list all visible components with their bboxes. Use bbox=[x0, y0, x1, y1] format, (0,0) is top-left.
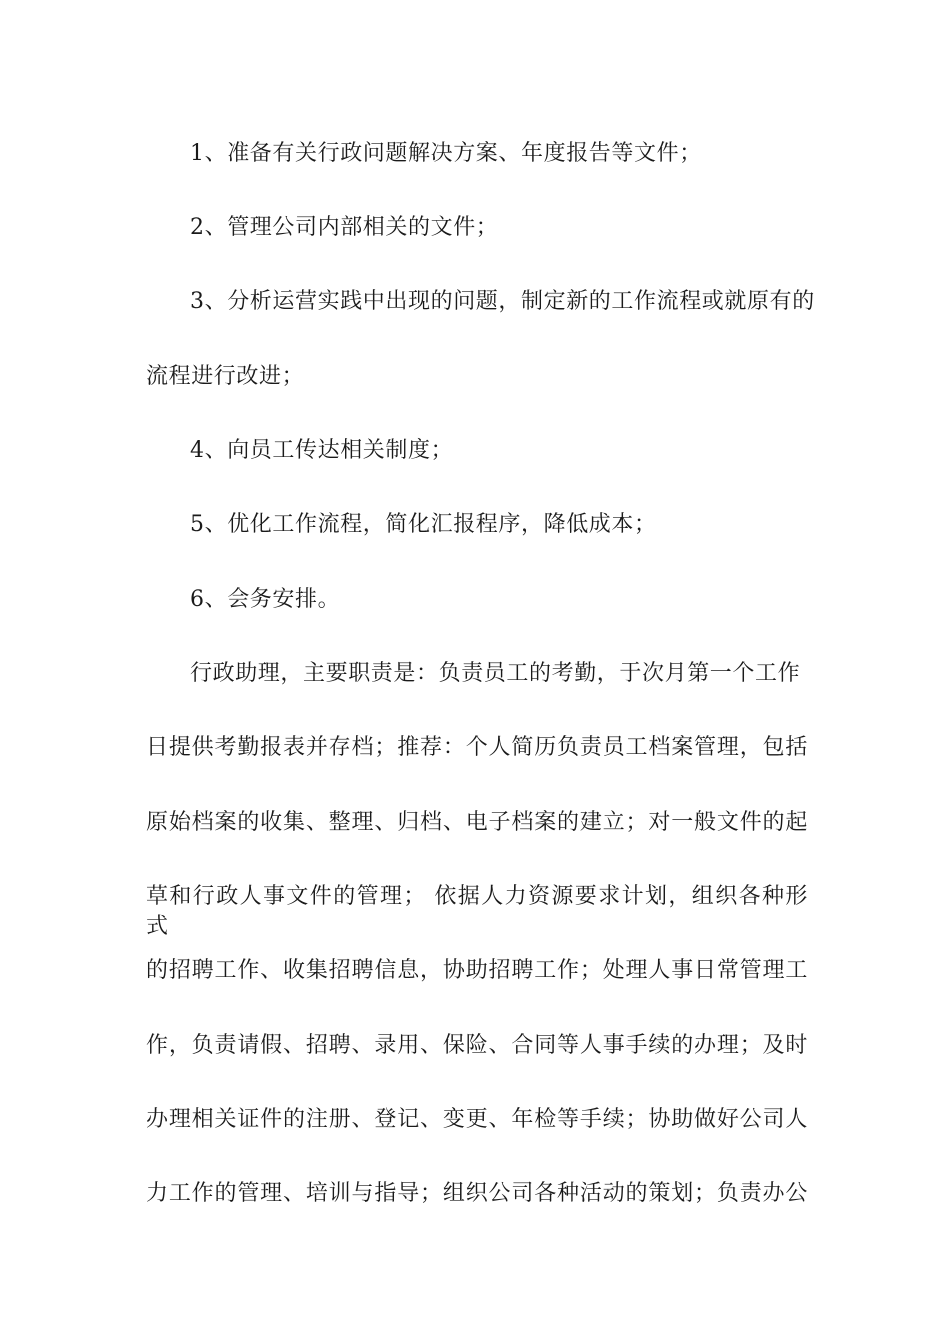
paragraph-line-3: 原始档案的收集、整理、归档、电子档案的建立；对一般文件的起 bbox=[146, 810, 808, 835]
paragraph-line-5: 的招聘工作、收集招聘信息，协助招聘工作；处理人事日常管理工 bbox=[146, 958, 808, 983]
paragraph-line-4: 草和行政人事文件的管理； 依据人力资源要求计划，组织各种形式 bbox=[146, 884, 808, 939]
list-item-4: 4、向员工传达相关制度； bbox=[190, 438, 454, 463]
list-item-6: 6、会务安排。 bbox=[190, 587, 341, 612]
paragraph-line-2: 日提供考勤报表并存档；推荐：个人简历负责员工档案管理，包括 bbox=[146, 735, 808, 760]
list-item-5: 5、优化工作流程，简化汇报程序，降低成本； bbox=[190, 512, 657, 537]
paragraph-line-1: 行政助理，主要职责是：负责员工的考勤，于次月第一个工作 bbox=[190, 661, 801, 686]
paragraph-line-8: 力工作的管理、培训与指导；组织公司各种活动的策划；负责办公 bbox=[146, 1181, 808, 1206]
list-item-2: 2、管理公司内部相关的文件； bbox=[190, 215, 499, 240]
paragraph-line-7: 办理相关证件的注册、登记、变更、年检等手续；协助做好公司人 bbox=[146, 1107, 808, 1132]
paragraph-line-6: 作，负责请假、招聘、录用、保险、合同等人事手续的办理；及时 bbox=[146, 1033, 808, 1058]
list-item-1: 1、准备有关行政问题解决方案、年度报告等文件； bbox=[190, 141, 702, 166]
list-item-3: 3、分析运营实践中出现的问题，制定新的工作流程或就原有的 bbox=[190, 289, 815, 314]
list-item-3-continued: 流程进行改进； bbox=[146, 364, 305, 389]
